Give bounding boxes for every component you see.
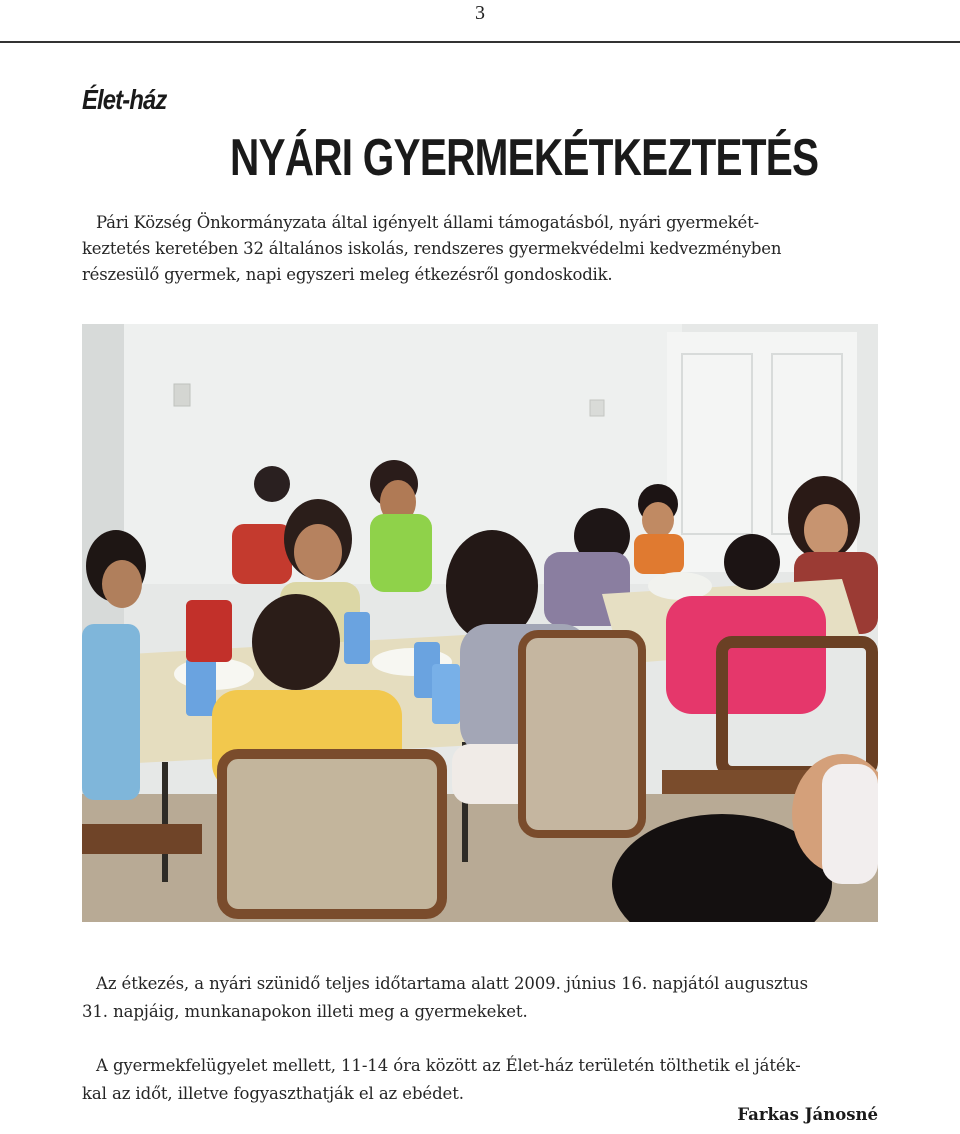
article-title: NYÁRI GYERMEKÉTKEZTETÉS [230, 129, 819, 187]
paragraph-line: kal az időt, illetve fogyaszthatják el az ebédet. [82, 1084, 464, 1103]
body-paragraph-1 [82, 970, 878, 1026]
body-paragraph-2 [82, 1052, 878, 1108]
page-number: 3 [475, 2, 485, 24]
article-photo [82, 324, 878, 922]
intro-line: Pári Község Önkormányzata által igényelt állami támogatásból, nyári gyermekét- [96, 213, 759, 232]
paragraph-line: Az étkezés, a nyári szünidő teljes időtartama alatt 2009. június 16. napjától augusztus [96, 974, 809, 993]
author-signature: Farkas Jánosné [737, 1105, 878, 1124]
intro-paragraph [82, 210, 878, 288]
intro-line: részesülő gyermek, napi egyszeri meleg étkezésről gondoskodik. [82, 265, 613, 284]
header-rule [0, 41, 960, 43]
section-label: Élet-ház [82, 84, 167, 115]
photo-illustration [82, 324, 878, 922]
paragraph-line: 31. napjáig, munkanapokon illeti meg a gyermekeket. [82, 1002, 528, 1021]
intro-line: keztetés keretében 32 általános iskolás, rendszeres gyermekvédelmi kedvezményben [82, 239, 782, 258]
paragraph-line: A gyermekfelügyelet mellett, 11-14 óra között az Élet-ház területén tölthetik el játék- [96, 1056, 801, 1075]
